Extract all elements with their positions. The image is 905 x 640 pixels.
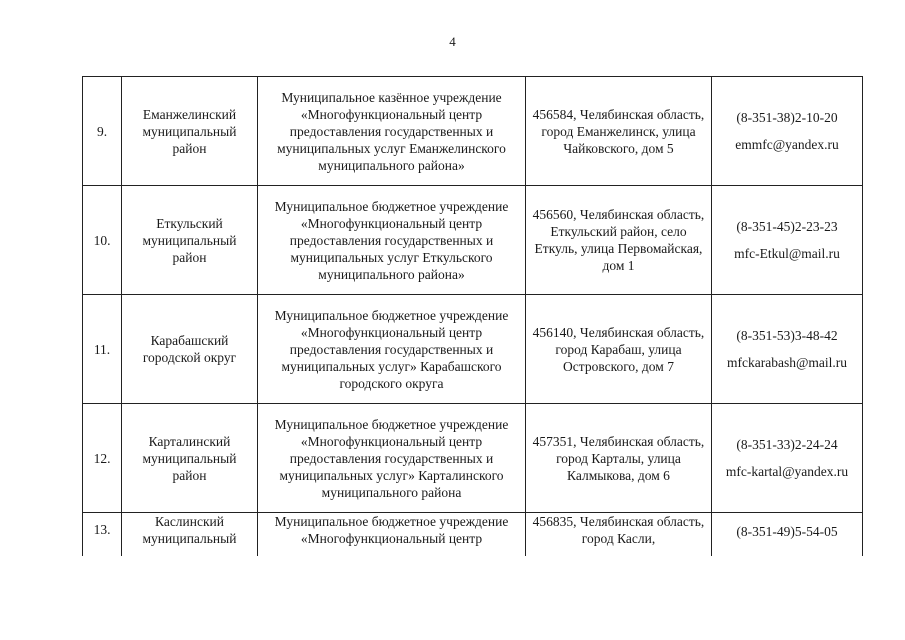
organization-name: Муниципальное казённое учреждение «Многофункциональный центр предоставления государственных и муниципальных услуг Еманжелинского муниципального района» — [258, 77, 526, 186]
phone: (8-351-33)2-24-24 — [736, 437, 838, 452]
row-number: 13. — [83, 513, 122, 559]
district-name: Еманжелинский муниципальный район — [122, 77, 258, 186]
row-number: 12. — [83, 404, 122, 513]
table-row — [83, 295, 863, 404]
contact-cell — [712, 77, 863, 186]
phone: (8-351-53)3-48-42 — [736, 328, 838, 343]
address: 456584, Челябинская область, город Еманжелинск, улица Чайковского, дом 5 — [526, 77, 712, 186]
table-row — [83, 404, 863, 513]
contact-cell — [712, 513, 863, 559]
row-number: 10. — [83, 186, 122, 295]
email: mfckarabash@mail.ru — [726, 355, 847, 370]
contact-cell — [712, 186, 863, 295]
mfc-table — [82, 76, 863, 559]
phone: (8-351-38)2-10-20 — [736, 110, 838, 125]
phone: (8-351-49)5-54-05 — [736, 524, 838, 539]
address: 456835, Челябинская область, город Касли, — [526, 513, 712, 559]
row-number: 9. — [83, 77, 122, 186]
district-name: Еткульский муниципальный район — [122, 186, 258, 295]
table-row — [83, 186, 863, 295]
district-name: Карабашский городской округ — [122, 295, 258, 404]
email: mfc-Etkul@mail.ru — [734, 246, 840, 261]
phone: (8-351-45)2-23-23 — [736, 219, 838, 234]
contact-cell — [712, 295, 863, 404]
table-row — [83, 77, 863, 186]
organization-name: Муниципальное бюджетное учреждение «Многофункциональный центр предоставления государственных и муниципальных услуг Еткульского муниципального района» — [258, 186, 526, 295]
organization-name: Муниципальное бюджетное учреждение «Многофункциональный центр предоставления государственных и муниципальных услуг» Карабашского городского округа — [258, 295, 526, 404]
district-name: Каслинский муниципальный — [122, 513, 258, 559]
email: emmfc@yandex.ru — [735, 137, 839, 152]
row-number: 11. — [83, 295, 122, 404]
address: 456140, Челябинская область, город Карабаш, улица Островского, дом 7 — [526, 295, 712, 404]
organization-name: Муниципальное бюджетное учреждение «Многофункциональный центр — [258, 513, 526, 559]
table-row — [83, 513, 863, 559]
contact-cell — [712, 404, 863, 513]
district-name: Карталинский муниципальный район — [122, 404, 258, 513]
address: 456560, Челябинская область, Еткульский район, село Еткуль, улица Первомайская, дом 1 — [526, 186, 712, 295]
organization-name: Муниципальное бюджетное учреждение «Многофункциональный центр предоставления государственных и муниципальных услуг» Карталинского муниципального района — [258, 404, 526, 513]
email: mfc-kartal@yandex.ru — [725, 464, 849, 479]
address: 457351, Челябинская область, город Карталы, улица Калмыкова, дом 6 — [526, 404, 712, 513]
page-number: 4 — [449, 34, 456, 49]
page-bottom-margin — [0, 556, 905, 640]
